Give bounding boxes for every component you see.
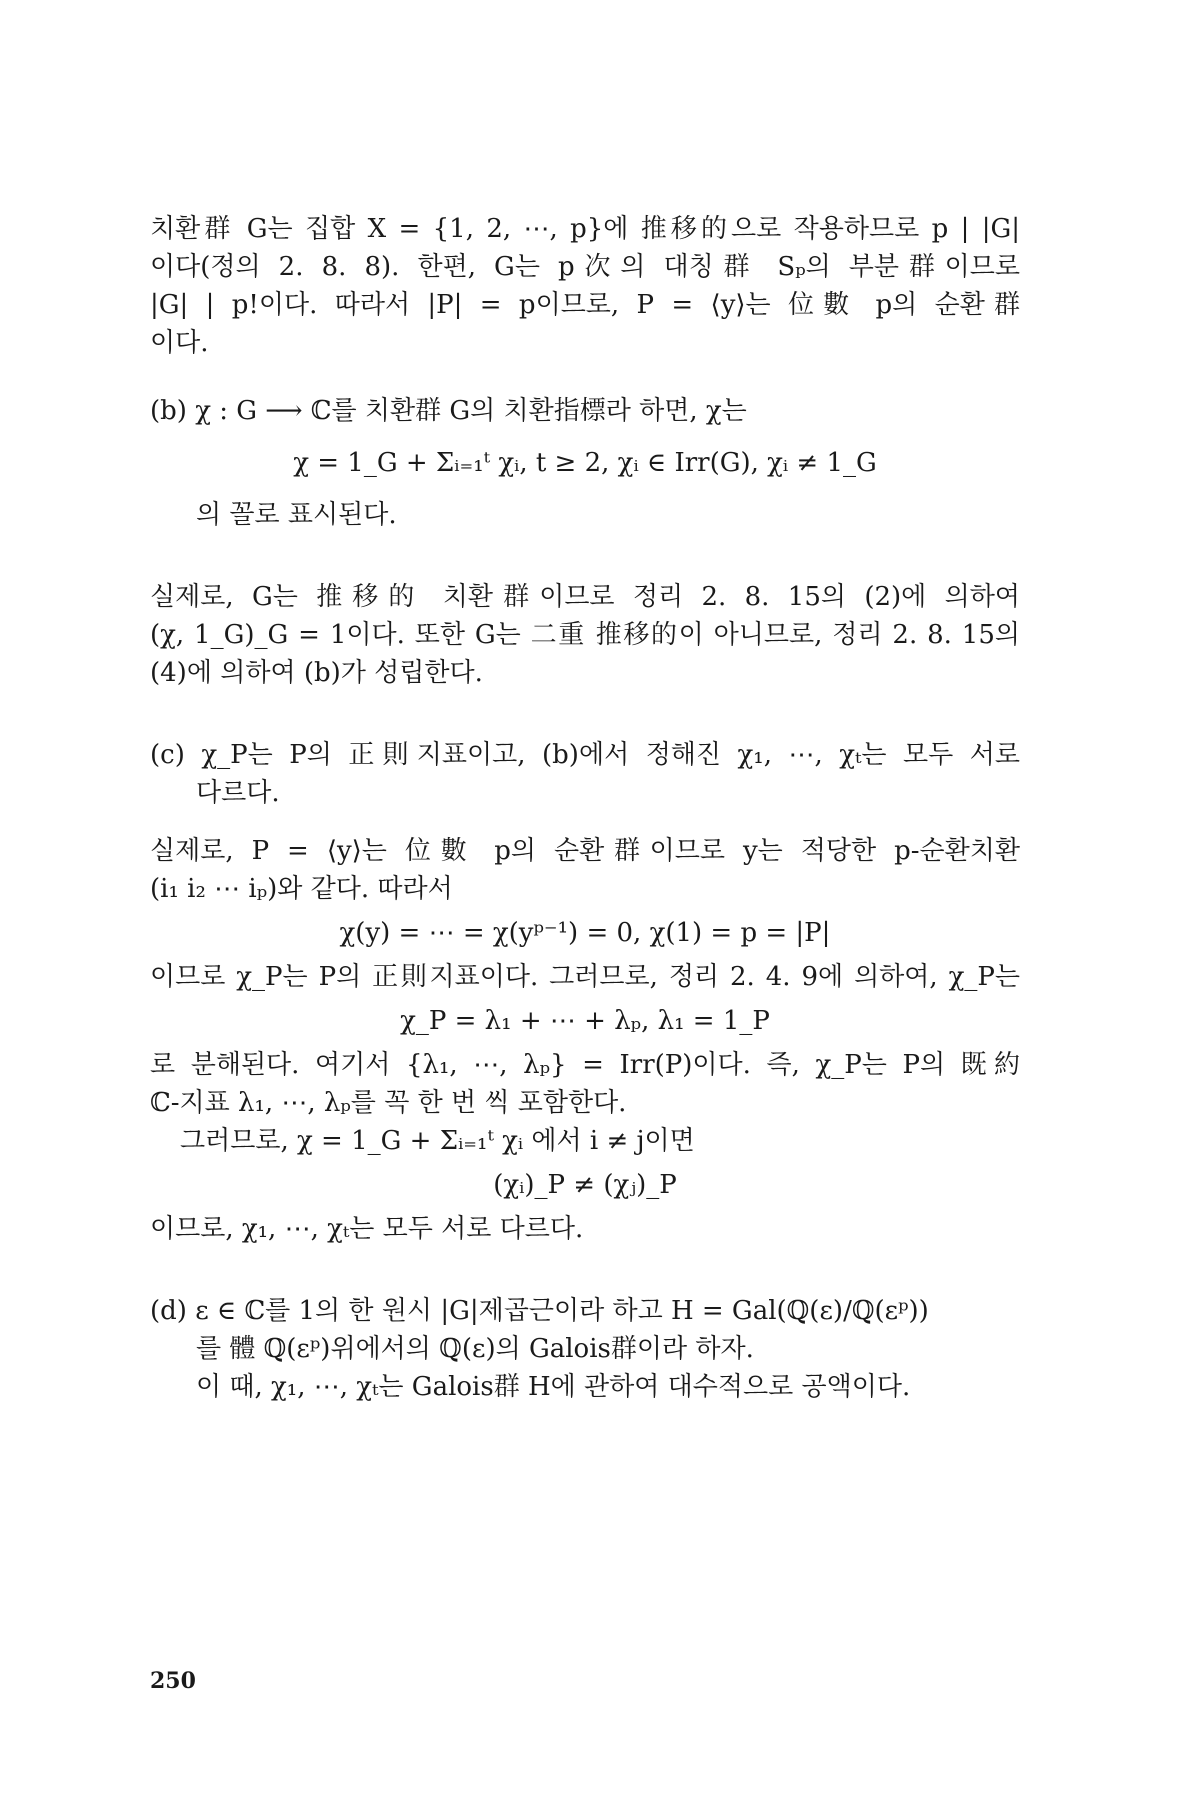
proof-b: [150, 578, 1020, 692]
item-heading: (c) χ_P는 P의 正則지표이고, (b)에서 정해진 χ₁, ⋯, χₜ는 모두 서로: [150, 740, 1020, 770]
equation: χ(y) = ⋯ = χ(yᵖ⁻¹) = 0, χ(1) = p = |P|: [339, 918, 831, 948]
paragraph-intro: [150, 210, 1020, 362]
text-line: |G| | p!이다. 따라서 |P| = p이므로, P = ⟨y⟩는 位數 p의 순환群: [150, 290, 1020, 320]
text-line: 실제로, G는 推移的 치환群이므로 정리 2. 8. 15의 (2)에 의하여: [150, 582, 1020, 612]
item-heading: (d) ε ∈ ℂ를 1의 한 원시 |G|제곱근이라 하고 H = Gal(ℚ(ε)/ℚ(εᵖ)): [150, 1296, 929, 1326]
text-line: 의 꼴로 표시된다.: [196, 500, 397, 530]
text-line: 이다(정의 2. 8. 8). 한편, G는 p次의 대칭群 Sₚ의 부분群이므로: [150, 252, 1020, 282]
text-line: 치환群 G는 집합 X = {1, 2, ⋯, p}에 推移的으로 작용하므로 p | |G|: [150, 214, 1020, 244]
text-line: 로 분해된다. 여기서 {λ₁, ⋯, λₚ} = Irr(P)이다. 즉, χ_P는 P의 既約: [150, 1050, 1020, 1080]
text-line: 실제로, P = ⟨y⟩는 位數 p의 순환群이므로 y는 적당한 p-순환치환: [150, 836, 1020, 866]
proof-c: [150, 832, 1020, 1248]
item-d: [150, 1292, 1020, 1406]
item-b: [150, 392, 1020, 534]
equation: χ_P = λ₁ + ⋯ + λₚ, λ₁ = 1_P: [400, 1006, 770, 1036]
text-line: 다르다.: [196, 778, 280, 808]
text-line: 이므로, χ₁, ⋯, χₜ는 모두 서로 다르다.: [150, 1214, 584, 1244]
item-c: [150, 736, 1020, 812]
equation: χ = 1_G + Σᵢ₌₁ᵗ χᵢ, t ≥ 2, χᵢ ∈ Irr(G), χᵢ ≠ 1_G: [293, 448, 877, 478]
text-line: (χ, 1_G)_G = 1이다. 또한 G는 二重 推移的이 아니므로, 정리 2. 8. 15의: [150, 620, 1020, 650]
text-line: (4)에 의하여 (b)가 성립한다.: [150, 658, 483, 688]
page-body: [150, 210, 1020, 1406]
text-line: 이므로 χ_P는 P의 正則지표이다. 그러므로, 정리 2. 4. 9에 의하여, χ_P는: [150, 962, 1020, 992]
text-line: 이 때, χ₁, ⋯, χₜ는 Galois群 H에 관하여 대수적으로 공액이다.: [196, 1372, 911, 1402]
text-line: 그러므로, χ = 1_G + Σᵢ₌₁ᵗ χᵢ 에서 i ≠ j이면: [180, 1126, 695, 1156]
text-line: (i₁ i₂ ⋯ iₚ)와 같다. 따라서: [150, 874, 453, 904]
text-line: 를 體 ℚ(εᵖ)위에서의 ℚ(ε)의 Galois群이라 하자.: [196, 1334, 754, 1364]
page-number: 250: [150, 1668, 196, 1694]
item-heading: (b) χ : G ⟶ ℂ를 치환群 G의 치환指標라 하면, χ는: [150, 396, 747, 426]
text-line: 이다.: [150, 328, 209, 358]
equation: (χᵢ)_P ≠ (χⱼ)_P: [493, 1170, 677, 1200]
text-line: ℂ-지표 λ₁, ⋯, λₚ를 꼭 한 번 씩 포함한다.: [150, 1088, 627, 1118]
